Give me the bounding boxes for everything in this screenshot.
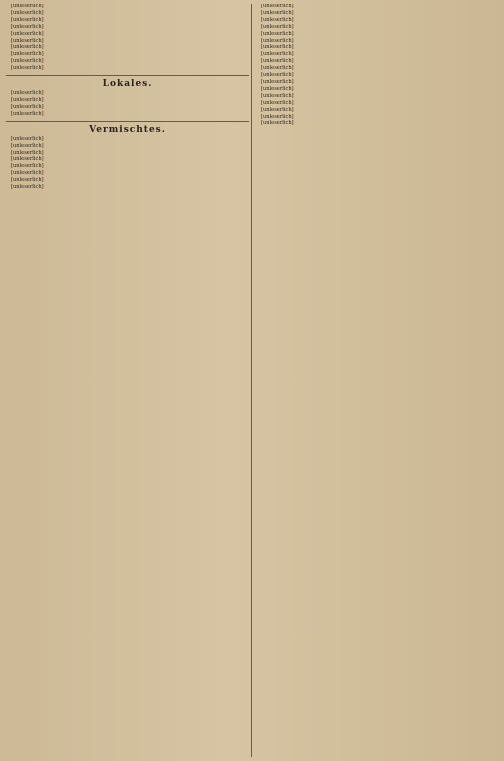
news-paragraph: [unleserlich] <box>11 184 44 191</box>
politics-news <box>6 4 249 72</box>
lokales-section <box>6 91 249 118</box>
section-divider <box>6 75 249 76</box>
news-paragraph: [unleserlich] <box>11 51 44 58</box>
news-paragraph: [unleserlich] <box>11 37 44 44</box>
news-paragraph: [unleserlich] <box>11 16 44 23</box>
news-paragraph: [unleserlich] <box>261 65 294 72</box>
news-paragraph: [unleserlich] <box>261 44 294 51</box>
news-paragraph: [unleserlich] <box>11 177 44 184</box>
news-paragraph: [unleserlich] <box>11 23 44 30</box>
news-paragraph: [unleserlich] <box>11 170 44 177</box>
news-paragraph: [unleserlich] <box>261 99 294 106</box>
news-paragraph: [unleserlich] <box>11 30 44 37</box>
news-paragraph: [unleserlich] <box>11 110 44 117</box>
section-divider <box>6 121 249 122</box>
news-paragraph: [unleserlich] <box>11 142 44 149</box>
news-paragraph: [unleserlich] <box>261 30 294 37</box>
section-title-vermischtes: Vermischtes. <box>89 124 166 135</box>
news-paragraph: [unleserlich] <box>261 51 294 58</box>
news-paragraph: [unleserlich] <box>11 4 44 9</box>
right-column <box>256 4 498 757</box>
news-paragraph: [unleserlich] <box>11 163 44 170</box>
news-paragraph: [unleserlich] <box>261 120 294 127</box>
news-paragraph: [unleserlich] <box>261 113 294 120</box>
news-paragraph: [unleserlich] <box>261 9 294 16</box>
news-paragraph: [unleserlich] <box>11 135 44 142</box>
news-paragraph: [unleserlich] <box>261 72 294 79</box>
news-paragraph: [unleserlich] <box>261 23 294 30</box>
news-paragraph: [unleserlich] <box>261 37 294 44</box>
news-paragraph: [unleserlich] <box>11 156 44 163</box>
news-paragraph: [unleserlich] <box>11 9 44 16</box>
news-paragraph: [unleserlich] <box>261 85 294 92</box>
news-paragraph: [unleserlich] <box>11 65 44 72</box>
column-divider <box>251 4 252 757</box>
news-paragraph: [unleserlich] <box>11 103 44 110</box>
news-paragraph: [unleserlich] <box>261 78 294 85</box>
news-paragraph: [unleserlich] <box>11 149 44 156</box>
news-paragraph: [unleserlich] <box>11 44 44 51</box>
news-paragraph: [unleserlich] <box>261 4 294 9</box>
section-title-lokales: Lokales. <box>102 79 153 90</box>
news-paragraph: [unleserlich] <box>261 16 294 23</box>
news-paragraph: [unleserlich] <box>261 58 294 65</box>
left-column <box>6 4 249 757</box>
news-paragraph: [unleserlich] <box>11 96 44 103</box>
news-paragraph: [unleserlich] <box>261 106 294 113</box>
news-paragraph: [unleserlich] <box>11 90 44 97</box>
news-paragraph: [unleserlich] <box>11 58 44 65</box>
news-paragraph: [unleserlich] <box>261 92 294 99</box>
vermischtes-section <box>6 137 249 191</box>
